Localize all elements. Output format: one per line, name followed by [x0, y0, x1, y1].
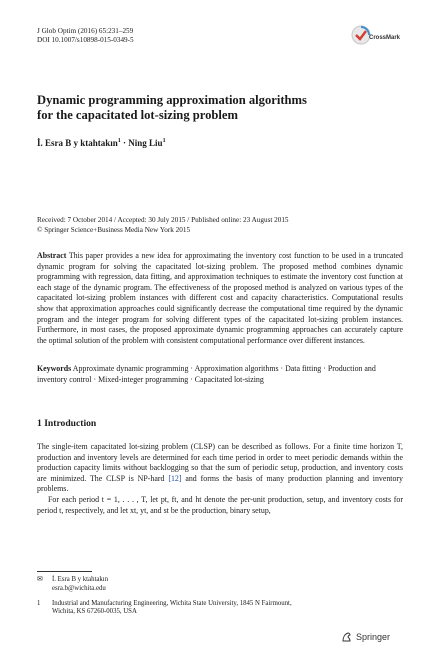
- doi-line[interactable]: DOI 10.1007/s10898-015-0349-5: [37, 36, 134, 45]
- author-separator: ·: [123, 138, 127, 148]
- abstract-text: This paper provides a new idea for approximating the inventory cost function to be used in a truncated dynamic program for solving the capacitated lot-sizing problem. The proposed method combines dynamic programming with regression, data fitting, and approximation techniques to estimate the inventory cost function at each stage of the dynamic program. The effectiveness of the proposed method is analyzed on various types of the capacitated lot-sizing problem instances with different cost and capacity characteristics. Computational results show that approximation approaches could significantly decrease the computational time required by the dynamic program and the integer program for solving different types of the capacitated lot-sizing problem instances. Furthermore, in most cases, the proposed approximate dynamic programming approaches can accurately capture the optimal solution of the problem with consistent computational performance over different instances.: [37, 251, 403, 345]
- author-name-2[interactable]: Ning Liu: [128, 138, 163, 148]
- author-name-1[interactable]: İ. Esra B y ktahtakın: [37, 138, 118, 148]
- corresponding-author: [37, 576, 403, 594]
- footnote-divider: [37, 571, 92, 572]
- intro-p1-end: and forms the basis of many production planning and inventory problems.: [37, 473, 404, 494]
- footnotes: [37, 576, 403, 617]
- intro-paragraph-1: [37, 442, 403, 495]
- article-title: [37, 93, 367, 123]
- corresponding-email[interactable]: esra.b@wichita.edu: [52, 584, 106, 592]
- publisher-name: Springer: [356, 632, 391, 642]
- copyright-line: © Springer Science+Business Media New York 2015: [37, 225, 191, 234]
- intro-p1-text: The single-item capacitated lot-sizing problem (CLSP) can be described as follows. For a finite time horizon T, production and inventory levels are determined for each time period in order to meet periodic demands within the production capacity limits without backlogging so that the sum of periodic setup, production, and inventory costs are minimized. The CLSP is NP-hard: [37, 442, 403, 483]
- affiliation-footnote: [37, 600, 403, 618]
- author-affiliation-2: 1: [162, 138, 166, 144]
- springer-logo: [341, 631, 390, 643]
- journal-citation: J Glob Optim (2016) 65:231–259: [37, 27, 134, 35]
- introduction-body: [37, 442, 403, 516]
- affiliation-marker: 1: [37, 599, 41, 607]
- publication-history: [37, 216, 289, 235]
- springer-horse-icon: [341, 631, 353, 643]
- title-line-1: Dynamic programming approximation algorithms: [37, 93, 307, 107]
- affiliation-line-1: Industrial and Manufacturing Engineering, Wichita State University, 1845 N Fairmount,: [52, 599, 292, 607]
- abstract-heading: Abstract: [37, 251, 67, 260]
- crossmark-label: CrossMark: [369, 35, 401, 41]
- journal-info: [37, 27, 134, 46]
- affiliation-line-2: Wichita, KS 67260-0035, USA: [52, 608, 137, 616]
- author-affiliation-1: 1: [117, 138, 121, 144]
- keywords-text: Approximate dynamic programming · Approximation algorithms · Data fitting · Production and inventory control · Mixed-integer programming · Capacitated lot-sizing: [37, 364, 376, 384]
- citation-link[interactable]: [12]: [168, 473, 182, 483]
- corresponding-name: İ. Esra B y ktahtakın: [52, 576, 109, 583]
- keywords: [37, 364, 403, 385]
- section-title: Introduction: [44, 418, 97, 429]
- envelope-icon: ✉: [37, 576, 43, 583]
- intro-paragraph-2: For each period t = 1, . . . , T, let pt, ft, and ht denote the per-unit production, setup, and inventory costs for period t, respectively, and let xt, yt, and st be the production, binary setup,: [37, 494, 403, 515]
- keywords-heading: Keywords: [37, 364, 72, 373]
- author-list: [37, 138, 166, 148]
- section-number: 1: [37, 418, 42, 429]
- date-history: Received: 7 October 2014 / Accepted: 30 July 2015 / Published online: 23 August 2015: [37, 216, 289, 224]
- title-line-2: for the capacitated lot-sizing problem: [37, 108, 239, 122]
- abstract: [37, 251, 403, 346]
- section-heading-introduction: [37, 418, 96, 429]
